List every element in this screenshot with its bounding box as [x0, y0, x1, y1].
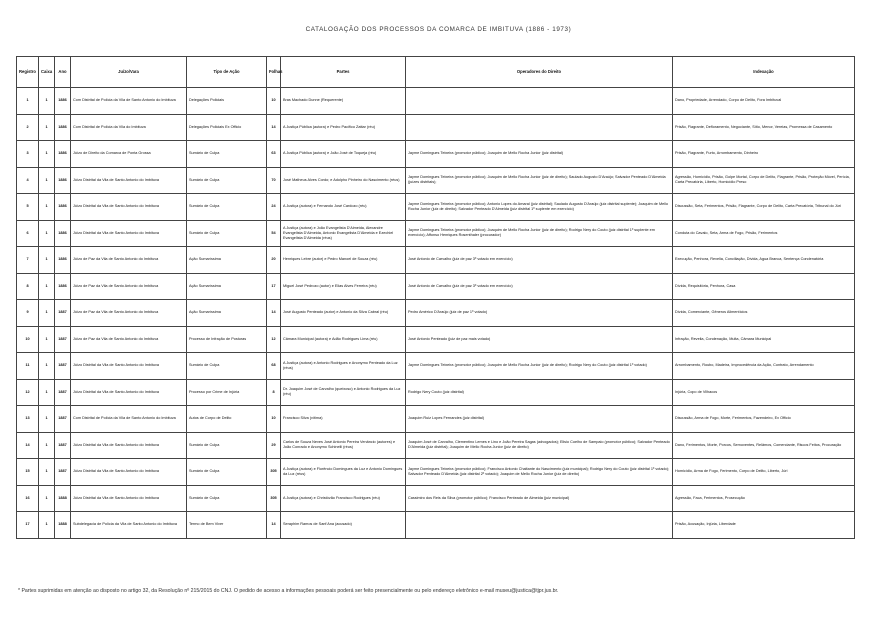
cell-registro: 3 — [17, 141, 39, 168]
table-row — [17, 512, 855, 539]
cell-partes: Henriques Lebre (autor) e Pedro Manoel de Souza (réu) — [281, 247, 406, 274]
cell-tipo-de-acao: Processo de Infração de Posturas — [187, 326, 267, 353]
cell-registro: 12 — [17, 379, 39, 406]
cell-juizo-vara: Júízo de Paz da Vila de Santo Antonio do Imbituva — [71, 247, 187, 274]
cell-operadores-do-direito: Jayme Domingues Teixeira (promotor público); Antonio Lopes do Amaral (juiz distrital); Saulado Augusto D'Araújo (juiz distrital suplente); Joaquim de Mello Rocha Junior (juiz de direito); Salvador Penteado D'Almeida (juiz distrital 1º suplente em exercício) — [406, 194, 673, 221]
cell-indexacao: Agressão, Homicídio, Prisão, Golpe Mortal, Corpo de Delito, Flagrante, Prisão, Proteção Móvel, Perícia, Carta Precatória, Liberto, Homicídio Preso — [673, 167, 855, 194]
cell-caixa: 1 — [39, 167, 55, 194]
cell-operadores-do-direito — [406, 512, 673, 539]
cell-juizo-vara: Júízo Distrital da Vila de Santo Antonio do Imbituva — [71, 167, 187, 194]
table-row — [17, 141, 855, 168]
table-row — [17, 326, 855, 353]
cell-juizo-vara: Júízo de Paz da Vila de Santo Antonio do Imbituva — [71, 273, 187, 300]
cell-indexacao: Dívida, Comerciante, Gêneros Alimentícios — [673, 300, 855, 327]
cell-folhas: 14 — [267, 512, 281, 539]
cell-operadores-do-direito: Joaquim José de Carvalho, Clementino Lemes e Lino e João Pereira Sagas (advogados); Elisio Coelho de Sampaio (promotor público); Salvador Penteado D'Almeida (juiz distrital); Joaquim de Mello Rocha Junior (juiz de direito) — [406, 432, 673, 459]
cell-partes: Câmara Municipal (autora) e Adão Rodrigues Lima (réu) — [281, 326, 406, 353]
cell-registro: 16 — [17, 485, 39, 512]
cell-ano: 1887 — [55, 300, 71, 327]
cell-operadores-do-direito: Cassimiro dos Reis da Silva (promotor público); Francisco Penteado de Almeida (juiz municipal) — [406, 485, 673, 512]
cell-folhas: 305 — [267, 485, 281, 512]
cell-operadores-do-direito: José Antonio de Carvalho (juiz de paz 3º votado em exercício) — [406, 273, 673, 300]
cell-registro: 2 — [17, 114, 39, 141]
cell-partes: Seraphim Ramos de Sant'Ana (acusado) — [281, 512, 406, 539]
cell-indexacao: Prisão, Flagrante, Furto, Arrombamento, Dinheiro — [673, 141, 855, 168]
cell-registro: 11 — [17, 353, 39, 380]
cell-ano: 1886 — [55, 114, 71, 141]
cell-juizo-vara: Com Distrital de Polícia da Vila de Santo Antonio do Imbituva — [71, 88, 187, 115]
cell-folhas: 70 — [267, 167, 281, 194]
cell-folhas: 10 — [267, 406, 281, 433]
column-header-partes: Partes — [281, 57, 406, 88]
cell-registro: 9 — [17, 300, 39, 327]
table-row — [17, 406, 855, 433]
cell-tipo-de-acao: Ação Sumaríssima — [187, 273, 267, 300]
cell-caixa: 1 — [39, 141, 55, 168]
table-row — [17, 88, 855, 115]
cell-ano: 1886 — [55, 273, 71, 300]
cell-juizo-vara: Com Distrital de Polícia da Vila do Imbituva — [71, 114, 187, 141]
column-header-tipo-de-acao: Tipo de Ação — [187, 57, 267, 88]
table-row — [17, 220, 855, 247]
cell-caixa: 1 — [39, 379, 55, 406]
cell-ano: 1886 — [55, 88, 71, 115]
cell-partes: Miguel José Pedrozo (autor) e Elias Alves Ferreira (réu) — [281, 273, 406, 300]
cell-registro: 5 — [17, 194, 39, 221]
cell-tipo-de-acao: Sumário de Culpa — [187, 220, 267, 247]
cell-caixa: 1 — [39, 194, 55, 221]
cell-operadores-do-direito: Jayme Domingues Teixeira (promotor público); Joaquim de Mello Rocha Junior (juiz de direito); Rodrigo Nery do Couto (juiz distrital 1º votado) — [406, 353, 673, 380]
table-row — [17, 194, 855, 221]
cell-operadores-do-direito: Jayme Domingues Teixeira (promotor público); Joaquim de Mello Rocha Junior (juiz de direito); Saulado Augusto D'Araújo; Salvador Penteado D'Almeida (juízes distritais); — [406, 167, 673, 194]
cell-partes: Francisco Silva (vítima) — [281, 406, 406, 433]
table-row — [17, 485, 855, 512]
cell-tipo-de-acao: Termo de Bem Viver — [187, 512, 267, 539]
cell-tipo-de-acao: Sumário de Culpa — [187, 167, 267, 194]
table-row — [17, 432, 855, 459]
cell-caixa: 1 — [39, 300, 55, 327]
table-row — [17, 300, 855, 327]
cell-partes: A Justiça (autora) e Florêncio Domingues da Luz e Antonio Domingues da Luz (réus) — [281, 459, 406, 486]
cell-juizo-vara: Júízo de Direito da Comarca de Ponta Grossa — [71, 141, 187, 168]
cell-indexacao: Infração, Revelia, Condenação, Multa, Câmara Municipal — [673, 326, 855, 353]
cell-operadores-do-direito: Rodrigo Nery Couto (juiz distrital) — [406, 379, 673, 406]
cell-tipo-de-acao: Sumário de Culpa — [187, 432, 267, 459]
cell-ano: 1887 — [55, 459, 71, 486]
cell-operadores-do-direito — [406, 88, 673, 115]
cell-juizo-vara: Subdelegacia de Polícia da Vila de Santo Antonio do Imbituva — [71, 512, 187, 539]
cell-indexacao: Arrombamento, Roubo, Madeira, Improcedência da Ação, Contrato, Arrendamento — [673, 353, 855, 380]
cell-indexacao: Prisão, Acusação, Injúria, Liberdade — [673, 512, 855, 539]
cell-caixa: 1 — [39, 220, 55, 247]
cell-indexacao: Prisão, Flagrante, Defloramento, Negociante, Sítio, Menor, Vereias, Promessa de Casamento — [673, 114, 855, 141]
cell-caixa: 1 — [39, 459, 55, 486]
cell-juizo-vara: Júízo Distrital da Vila de Santo Antonio do Imbituva — [71, 432, 187, 459]
cell-registro: 1 — [17, 88, 39, 115]
cell-partes: Carlos de Souza Neves José Antonio Pereira Venâncio (autores) e João Conrado e Anonymo Schinelli (réus) — [281, 432, 406, 459]
cell-folhas: 29 — [267, 432, 281, 459]
cell-tipo-de-acao: Autos de Corpo de Delito — [187, 406, 267, 433]
cell-caixa: 1 — [39, 353, 55, 380]
footnote: * Partes suprimidas em atenção ao disposto no artigo 32, da Resolução nº 215/2015 do CNJ. O pedido de acesso a informações pessoais poderá ser feito presencialmente ou pelo endereço eletrônico e-mail museu@justica@tjpr.jus.br. — [18, 588, 559, 594]
cell-ano: 1887 — [55, 379, 71, 406]
table-row — [17, 459, 855, 486]
cell-caixa: 1 — [39, 432, 55, 459]
column-header-operadores-do-direito: Operadores do Direito — [406, 57, 673, 88]
cell-juizo-vara: Júízo Distrital da Vila de Santo Antonio do Imbituva — [71, 194, 187, 221]
cell-juizo-vara: Júízo Distrital da Vila de Santo Antonio do Imbituva — [71, 379, 187, 406]
cell-ano: 1886 — [55, 220, 71, 247]
cell-operadores-do-direito: Pedro Américo D'Araújo (juiz de paz 1º votado) — [406, 300, 673, 327]
cell-folhas: 63 — [267, 141, 281, 168]
cell-operadores-do-direito: Jayme Domingues Teixeira (promotor público); Joaquim de Mello Rocha Junior (juiz distrital) — [406, 141, 673, 168]
cell-tipo-de-acao: Ação Sumaríssima — [187, 247, 267, 274]
cell-caixa: 1 — [39, 88, 55, 115]
table-header-row — [17, 57, 855, 88]
cell-ano: 1887 — [55, 406, 71, 433]
cell-indexacao: Discussão, Arma de Fogo, Morte, Ferimentos, Fazendeiro, Ex Officio — [673, 406, 855, 433]
cell-tipo-de-acao: Sumário de Culpa — [187, 459, 267, 486]
cell-juizo-vara: Com Distrital de Polícia da Vila de Santo Antonio do Imbituva — [71, 406, 187, 433]
cell-operadores-do-direito — [406, 114, 673, 141]
cell-tipo-de-acao: Delegações Policiais — [187, 88, 267, 115]
cell-partes: A Justiça Pública (autora) e João José de Toqueja (réu) — [281, 141, 406, 168]
catalog-table — [16, 56, 855, 539]
column-header-indexacao: Indexação — [673, 57, 855, 88]
cell-juizo-vara: Júízo de Paz da Vila de Santo Antonio do Imbituva — [71, 300, 187, 327]
cell-ano: 1886 — [55, 167, 71, 194]
cell-registro: 14 — [17, 432, 39, 459]
cell-operadores-do-direito: Jayme Domingues Teixeira (promotor público); Francisco Antonio Chaltante do Nascimento (juiz municipal); Rodrigo Nery do Couto (juiz distrital 1º votado); Salvador Penteado D'Almeida (juiz distrital 2º votado); Joaquim de Mello Rocha Junior (juiz de direito) — [406, 459, 673, 486]
cell-tipo-de-acao: Processo por Crime de Injúria — [187, 379, 267, 406]
cell-partes: Bras Machado Dunne (Requerente) — [281, 88, 406, 115]
cell-folhas: 12 — [267, 326, 281, 353]
cell-ano: 1888 — [55, 485, 71, 512]
cell-juizo-vara: Júízo Distrital da Vila de Santo Antonio do Imbituva — [71, 459, 187, 486]
cell-registro: 7 — [17, 247, 39, 274]
cell-partes: Dr. Joaquim José de Carvalho (queixoso) e Antonio Rodrigues da Luz (réu) — [281, 379, 406, 406]
cell-operadores-do-direito: José Antonio Penteado (juiz de paz mais votado) — [406, 326, 673, 353]
cell-partes: A Justiça (autora) e Fernando José Cardozo (réu) — [281, 194, 406, 221]
cell-indexacao: Dano, Propriedade, Arrendado, Corpo de Delito, Fora Imbituval — [673, 88, 855, 115]
cell-registro: 8 — [17, 273, 39, 300]
cell-juizo-vara: Júízo de Paz da Vila de Santo Antonio do Imbituva — [71, 326, 187, 353]
cell-ano: 1887 — [55, 432, 71, 459]
cell-folhas: 305 — [267, 459, 281, 486]
column-header-ano: Ano — [55, 57, 71, 88]
cell-folhas: 24 — [267, 194, 281, 221]
cell-operadores-do-direito: José Antonio de Carvalho (juiz de paz 3º votado em exercício) — [406, 247, 673, 274]
cell-folhas: 68 — [267, 353, 281, 380]
cell-indexacao: Dano, Ferimentos, Morte, Porcos, Semoventes, Relâmos, Comerciante, Riscos Feitos, Procuração — [673, 432, 855, 459]
cell-tipo-de-acao: Sumário de Culpa — [187, 141, 267, 168]
cell-folhas: 10 — [267, 88, 281, 115]
cell-partes: José Matheus Alves Cordo; e Adolpho Pinheiro do Nascimento (réus) — [281, 167, 406, 194]
cell-indexacao: Homicídio, Arma de Fogo, Ferimento, Corpo de Delito, Liberto, Júri — [673, 459, 855, 486]
document-title: CATALOGAÇÃO DOS PROCESSOS DA COMARCA DE IMBITUVA (1886 - 1973) — [305, 26, 572, 33]
cell-registro: 15 — [17, 459, 39, 486]
cell-folhas: 14 — [267, 114, 281, 141]
cell-partes: José Augusto Penteado (autor) e Antonio da Silva Cabral (réu) — [281, 300, 406, 327]
cell-ano: 1887 — [55, 326, 71, 353]
cell-folhas: 54 — [267, 220, 281, 247]
cell-folhas: 17 — [267, 273, 281, 300]
cell-caixa: 1 — [39, 485, 55, 512]
cell-caixa: 1 — [39, 114, 55, 141]
cell-partes: A Justiça (autora) e Antonio Rodrigues e Anonymo Penteado da Luz (réus) — [281, 353, 406, 380]
cell-ano: 1888 — [55, 512, 71, 539]
table-body — [17, 88, 855, 539]
cell-operadores-do-direito: Joaquim Ruiz Lopes Fernandes (juiz distrital) — [406, 406, 673, 433]
table-row — [17, 353, 855, 380]
cell-operadores-do-direito: Jayme Domingues Teixeira (promotor público); Joaquim de Mello Rocha Junior (juiz de direito); Rodrigo Nery do Couto (juiz distrital 1º suplente em exercício); Affonso Henriques Rosenthaler (procurador) — [406, 220, 673, 247]
cell-tipo-de-acao: Sumário de Culpa — [187, 194, 267, 221]
table-row — [17, 273, 855, 300]
cell-caixa: 1 — [39, 273, 55, 300]
cell-registro: 17 — [17, 512, 39, 539]
cell-partes: A Justiça Pública (autora) e Pedro Pacífico Zattar (réu) — [281, 114, 406, 141]
cell-registro: 10 — [17, 326, 39, 353]
cell-folhas: 8 — [267, 379, 281, 406]
column-header-folhas: Folhas — [267, 57, 281, 88]
cell-caixa: 1 — [39, 247, 55, 274]
column-header-juizo-vara: Juízo/Vara — [71, 57, 187, 88]
cell-folhas: 14 — [267, 300, 281, 327]
cell-tipo-de-acao: Ação Sumaríssima — [187, 300, 267, 327]
cell-tipo-de-acao: Delegações Policiais Ex Officio — [187, 114, 267, 141]
cell-ano: 1886 — [55, 141, 71, 168]
cell-juizo-vara: Júízo Distrital da Vila de Santo Antonio do Imbituva — [71, 485, 187, 512]
cell-partes: A Justiça (autora) e Christóvão Francisco Rodrigues (réu) — [281, 485, 406, 512]
table-row — [17, 247, 855, 274]
cell-indexacao: Injúria, Copo de Vilhacos — [673, 379, 855, 406]
cell-caixa: 1 — [39, 326, 55, 353]
column-header-caixa: Caixa — [39, 57, 55, 88]
cell-registro: 13 — [17, 406, 39, 433]
cell-registro: 4 — [17, 167, 39, 194]
cell-ano: 1886 — [55, 247, 71, 274]
cell-indexacao: Conduta do Cavalo, Seta, Arma de Fogo, Prisão, Ferimentos — [673, 220, 855, 247]
cell-folhas: 20 — [267, 247, 281, 274]
cell-caixa: 1 — [39, 512, 55, 539]
cell-indexacao: Agressão, Faca, Ferimentos, Prosecução — [673, 485, 855, 512]
cell-indexacao: Dívida, Requisitória, Penhora, Casa — [673, 273, 855, 300]
cell-juizo-vara: Júízo Distrital da Vila de Santo Antonio do Imbituva — [71, 220, 187, 247]
column-header-registro: Registro — [17, 57, 39, 88]
cell-caixa: 1 — [39, 406, 55, 433]
cell-tipo-de-acao: Sumário de Culpa — [187, 353, 267, 380]
cell-tipo-de-acao: Sumário de Culpa — [187, 485, 267, 512]
cell-juizo-vara: Júízo Distrital da Vila de Santo Antonio do Imbituva — [71, 353, 187, 380]
table-row — [17, 379, 855, 406]
cell-ano: 1887 — [55, 353, 71, 380]
table-row — [17, 114, 855, 141]
cell-partes: A Justiça (autora) e João Evangelista D'Almeida, Alexandre Evangelista D'Almeida, Antonio Evangelista D'Almeida e Ezechiel Evangelista D'Almeida (réus) — [281, 220, 406, 247]
cell-ano: 1886 — [55, 194, 71, 221]
cell-indexacao: Discussão, Seta, Ferimentos, Prisão, Flagrante, Corpo de Delito, Carta Precatória, Tribunal do Júri — [673, 194, 855, 221]
cell-indexacao: Execução, Penhora, Revelia, Conciliação, Dívida, Agua Branca, Sentença Condenatória — [673, 247, 855, 274]
table-row — [17, 167, 855, 194]
cell-registro: 6 — [17, 220, 39, 247]
